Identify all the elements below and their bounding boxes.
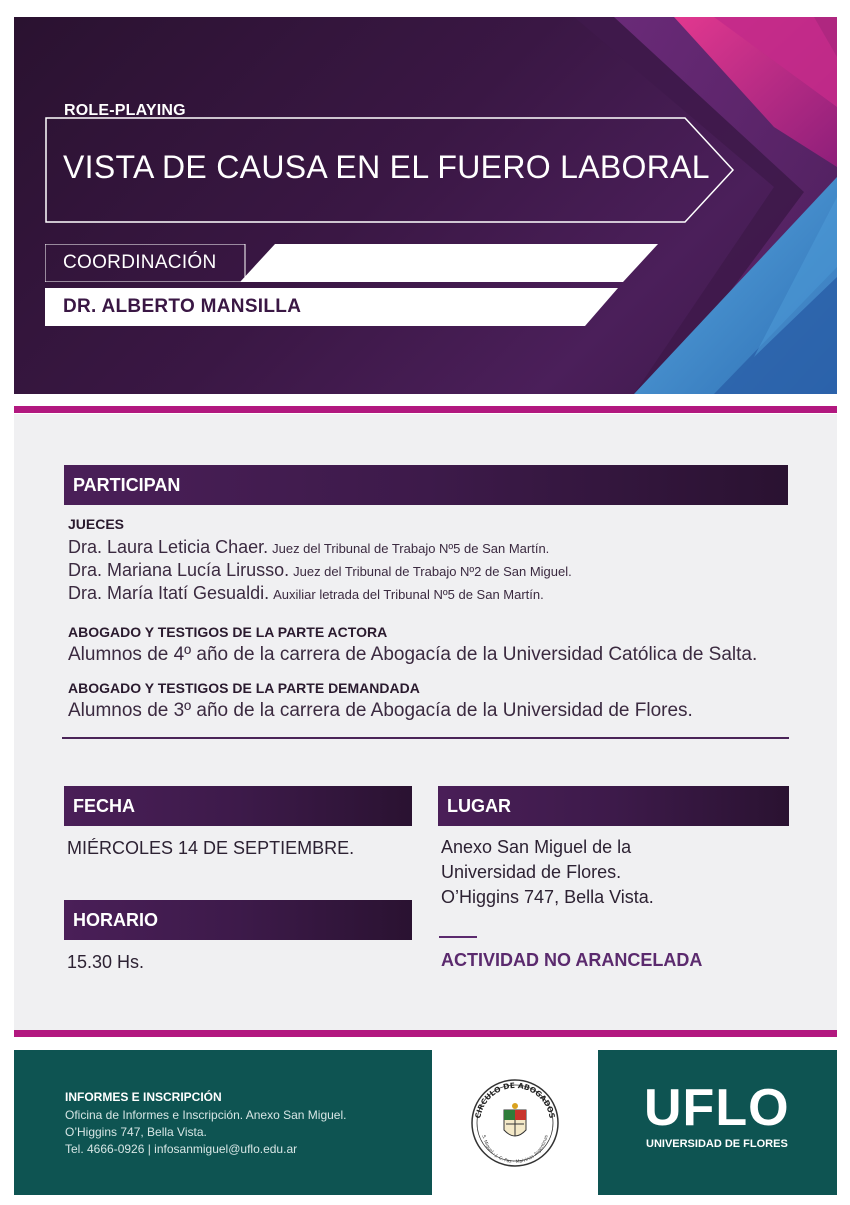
footer-title: INFORMES E INSCRIPCIÓN (65, 1090, 222, 1104)
kicker-text: ROLE-PLAYING (64, 102, 186, 119)
footer-uflo-logo (598, 1050, 837, 1195)
free-activity-note: ACTIVIDAD NO ARANCELADA (441, 950, 703, 970)
coordinator-bar (45, 288, 618, 326)
judge-name: Dra. Mariana Lucía Lirusso. (68, 560, 290, 580)
judges-label: JUECES (68, 516, 125, 532)
date-heading: FECHA (64, 786, 412, 826)
judge-row (68, 537, 549, 558)
judge-name: Dra. María Itatí Gesualdi. (68, 583, 270, 603)
uflo-logo-subtitle: UNIVERSIDAD DE FLORES (646, 1138, 788, 1150)
svg-text:CIRCULO DE ABOGADOS: CIRCULO DE ABOGADOS (473, 1080, 557, 1120)
footer-line: Tel. 4666-0926 | infosanmiguel@uflo.edu.ar (65, 1142, 298, 1156)
footer-line: O’Higgins 747, Bella Vista. (65, 1125, 207, 1139)
time-value: 15.30 Hs. (67, 952, 145, 972)
page-title: VISTA DE CAUSA EN EL FUERO LABORAL (63, 149, 710, 185)
judge-role: Juez del Tribunal de Trabajo Nº5 de San Martín. (272, 541, 550, 556)
svg-text:S. Miguel · J. C. Paz · Malvin: S. Miguel · J. C. Paz · Malvinas Argentinas (480, 1134, 550, 1166)
footer-contact (14, 1050, 432, 1195)
judge-row (68, 560, 572, 581)
header-banner (14, 17, 837, 394)
uflo-logo-text: UFLO (644, 1079, 790, 1137)
judge-role: Juez del Tribunal de Trabajo Nº2 de San Miguel. (293, 564, 572, 579)
judge-name: Dra. Laura Leticia Chaer. (68, 537, 269, 557)
place-line: O’Higgins 747, Bella Vista. (441, 887, 654, 907)
coordination-bar (45, 244, 658, 282)
accent-dash (439, 936, 477, 938)
plaintiff-text: Alumnos de 4º año de la carrera de Abogacía de la Universidad Católica de Salta. (68, 644, 758, 665)
time-heading: HORARIO (64, 900, 412, 940)
footer-seal-area (432, 1050, 598, 1195)
place-line: Universidad de Flores. (441, 862, 622, 882)
section-divider (62, 737, 789, 739)
bottom-divider-line (14, 1030, 837, 1037)
coordinator-name: DR. ALBERTO MANSILLA (63, 296, 302, 317)
place-line: Anexo San Miguel de la (441, 837, 632, 857)
plaintiff-label: ABOGADO Y TESTIGOS DE LA PARTE ACTORA (68, 624, 388, 640)
lawyers-circle-seal-icon (432, 1050, 598, 1195)
judge-role: Auxiliar letrada del Tribunal Nº5 de San Martín. (273, 587, 544, 602)
top-divider-line (14, 406, 837, 413)
place-heading: LUGAR (438, 786, 789, 826)
footer-line: Oficina de Informes e Inscripción. Anexo San Miguel. (65, 1108, 347, 1122)
defendant-label: ABOGADO Y TESTIGOS DE LA PARTE DEMANDADA (68, 680, 420, 696)
date-value: MIÉRCOLES 14 DE SEPTIEMBRE. (67, 838, 355, 858)
title-frame (45, 117, 710, 223)
coordination-label: COORDINACIÓN (63, 252, 217, 273)
participants-heading: PARTICIPAN (64, 465, 788, 505)
judge-row (68, 583, 544, 604)
defendant-text: Alumnos de 3º año de la carrera de Abogacía de la Universidad de Flores. (68, 700, 693, 721)
